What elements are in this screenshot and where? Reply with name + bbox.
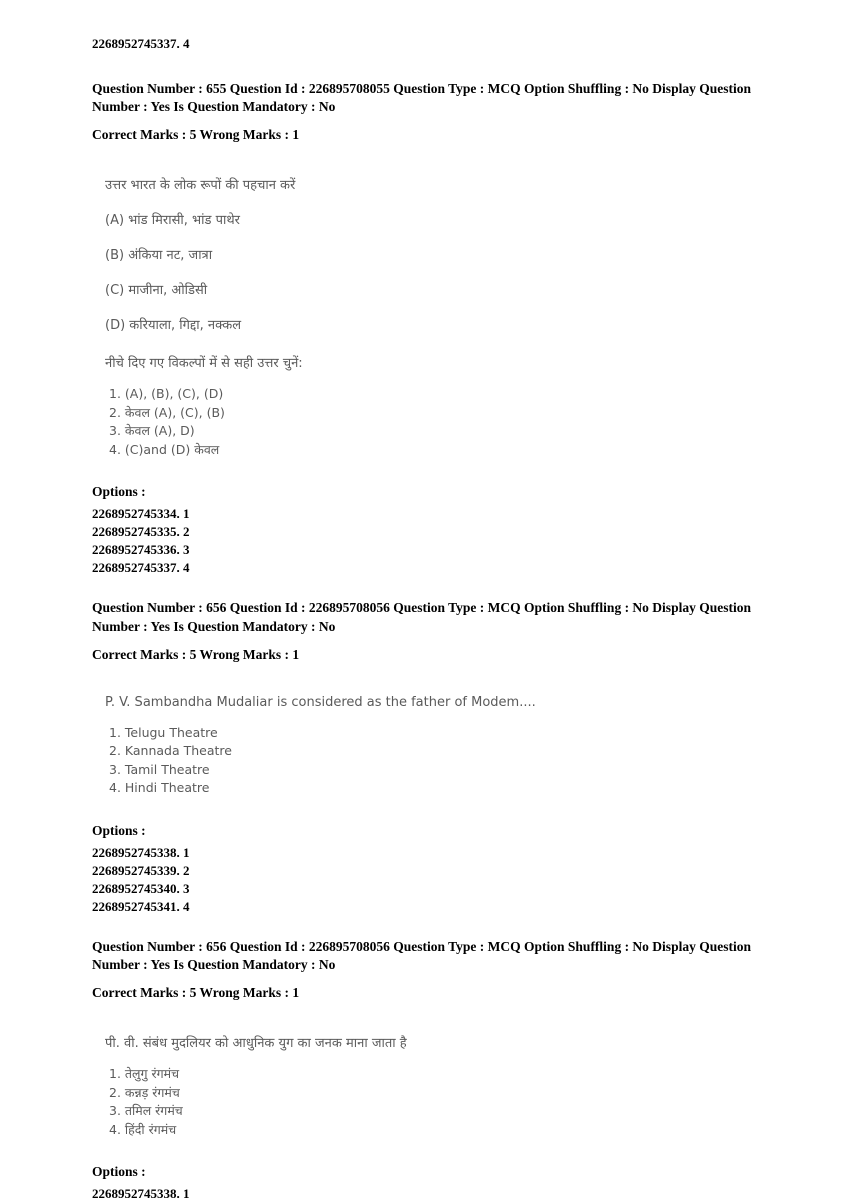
option-id-list	[92, 1185, 758, 1203]
question-block-655	[92, 80, 758, 577]
answer-option-2: 2. केवल (A), (C), (B)	[109, 404, 225, 420]
choice-b: (B) अंकिया नट, जात्रा	[105, 248, 213, 264]
answer-option-3: 3. Tamil Theatre	[109, 761, 210, 777]
answer-list	[109, 1065, 758, 1139]
option-id-list	[92, 505, 758, 577]
answer-option-3: 3. तमिल रंगमंच	[109, 1103, 183, 1119]
question-block-656-hindi	[92, 938, 758, 1203]
answer-list	[109, 724, 758, 798]
answer-option-2: 2. कन्नड़ रंगमंच	[109, 1084, 180, 1100]
question-marks: Correct Marks : 5 Wrong Marks : 1	[92, 985, 300, 1001]
choice-c: (C) माजीना, ओडिसी	[105, 283, 208, 299]
page-top-option-id: 2268952745337. 4	[92, 36, 190, 51]
question-meta: Question Number : 655 Question Id : 226895708055 Question Type : MCQ Option Shuffling : No Display Question Number : Yes Is Question Mandatory : No	[92, 81, 751, 115]
answer-option-4: 4. (C)and (D) केवल	[109, 441, 220, 457]
answer-option-1: 1. (A), (B), (C), (D)	[109, 386, 224, 402]
choice-d: (D) करियाला, गिद्दा, नक्कल	[105, 318, 242, 334]
answer-instruction: नीचे दिए गए विकल्पों में से सही उत्तर चुनें:	[105, 356, 303, 372]
answer-option-4: 4. हिंदी रंगमंच	[109, 1121, 177, 1137]
option-id: 2268952745334. 1	[92, 506, 190, 522]
options-label: Options :	[92, 484, 146, 500]
choice-a: (A) भांड मिरासी, भांड पाथेर	[105, 213, 240, 229]
option-id: 2268952745335. 2	[92, 524, 190, 540]
answer-option-1: 1. तेलुगु रंगमंच	[109, 1066, 180, 1082]
option-id: 2268952745338. 1	[92, 1186, 190, 1202]
option-id: 2268952745341. 4	[92, 898, 190, 914]
question-block-656-english	[92, 599, 758, 915]
answer-option-4: 4. Hindi Theatre	[109, 780, 210, 796]
options-label: Options :	[92, 1164, 146, 1180]
option-id: 2268952745337. 4	[92, 560, 190, 576]
option-id: 2268952745340. 3	[92, 880, 190, 896]
options-label: Options :	[92, 822, 146, 838]
question-stem: P. V. Sambandha Mudaliar is considered as the father of Modem....	[105, 694, 536, 710]
question-meta: Question Number : 656 Question Id : 226895708056 Question Type : MCQ Option Shuffling : No Display Question Number : Yes Is Question Mandatory : No	[92, 600, 751, 634]
option-id-list	[92, 844, 758, 916]
question-marks: Correct Marks : 5 Wrong Marks : 1	[92, 127, 300, 143]
question-stem: उत्तर भारत के लोक रूपों की पहचान करें	[105, 178, 296, 194]
answer-list	[109, 385, 758, 459]
question-marks: Correct Marks : 5 Wrong Marks : 1	[92, 646, 300, 662]
question-meta: Question Number : 656 Question Id : 226895708056 Question Type : MCQ Option Shuffling : No Display Question Number : Yes Is Question Mandatory : No	[92, 938, 751, 973]
option-id: 2268952745336. 3	[92, 542, 190, 558]
answer-option-1: 1. Telugu Theatre	[109, 724, 218, 740]
answer-option-3: 3. केवल (A), D)	[109, 423, 195, 439]
option-id: 2268952745339. 2	[92, 862, 190, 878]
answer-option-2: 2. Kannada Theatre	[109, 743, 232, 759]
question-stem: पी. वी. संबंध मुदलियर को आधुनिक युग का जनक माना जाता है	[105, 1036, 407, 1052]
option-id: 2268952745338. 1	[92, 844, 190, 860]
